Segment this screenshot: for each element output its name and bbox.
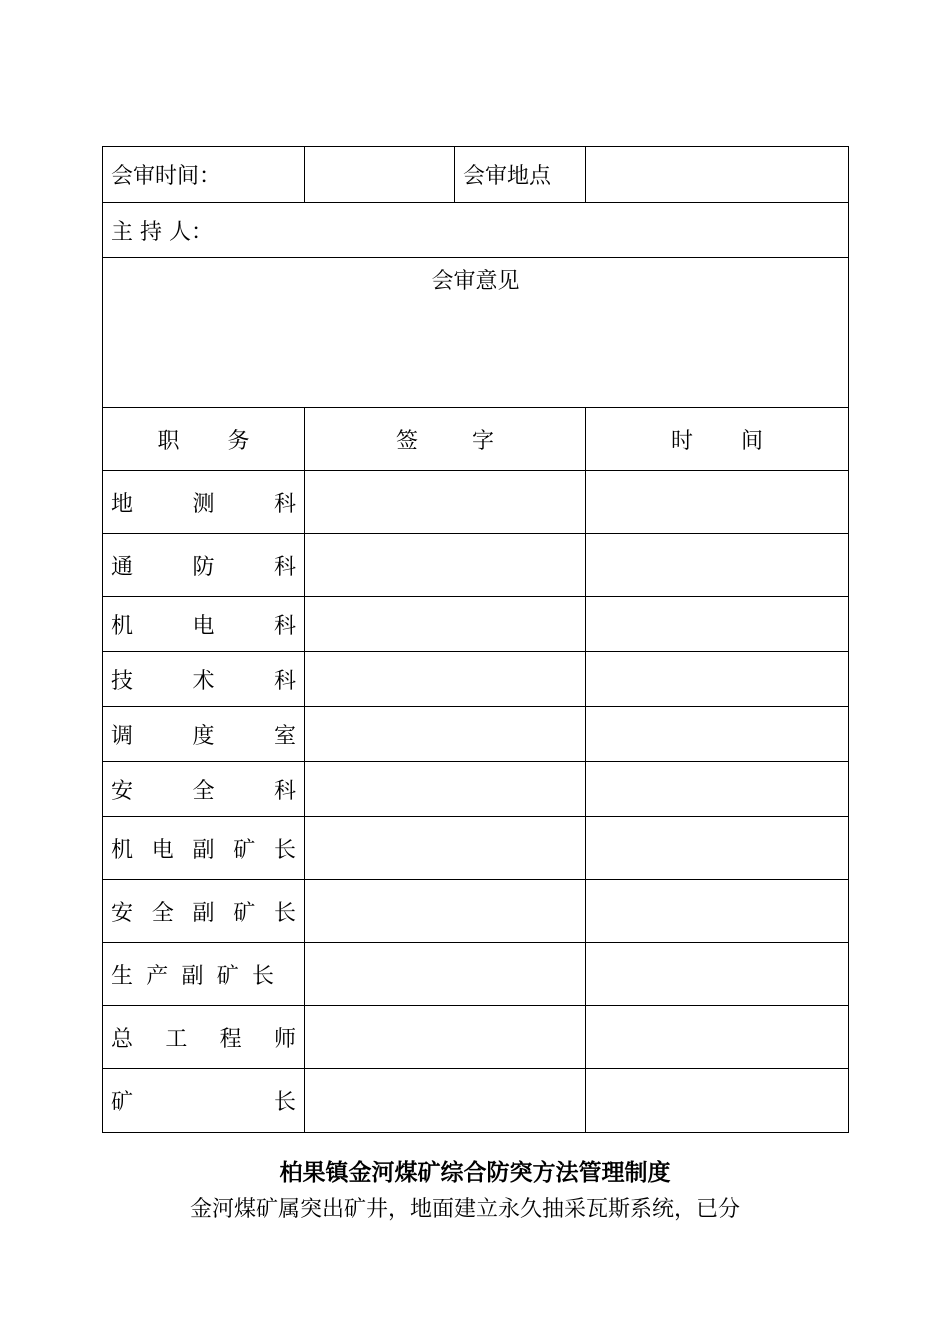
signature-field[interactable] [305, 707, 586, 762]
role-label [103, 652, 305, 707]
signature-field[interactable] [305, 597, 586, 652]
role-char: 通 [111, 554, 134, 580]
role-char: 全 [151, 900, 174, 926]
role-char: 机 [111, 837, 134, 863]
role-char: 术 [192, 668, 215, 694]
role-row [103, 597, 849, 652]
role-row [103, 880, 849, 943]
header-time: 时 间 [586, 408, 849, 471]
signature-field[interactable] [305, 943, 586, 1006]
role-row [103, 471, 849, 534]
role-row [103, 817, 849, 880]
time-field[interactable] [586, 597, 849, 652]
role-char: 矿 [233, 900, 256, 926]
signature-field[interactable] [305, 1069, 586, 1133]
time-field[interactable] [586, 534, 849, 597]
role-char: 科 [273, 778, 296, 804]
time-field[interactable] [586, 762, 849, 817]
time-field[interactable] [586, 817, 849, 880]
role-char: 安 [111, 900, 134, 926]
time-field[interactable] [586, 471, 849, 534]
role-label [103, 1069, 305, 1133]
role-row [103, 762, 849, 817]
role-char: 地 [111, 491, 134, 517]
role-char: 副 [192, 900, 215, 926]
time-field[interactable] [586, 1006, 849, 1069]
role-label [103, 943, 305, 1006]
review-form-table [102, 146, 849, 1133]
signature-field[interactable] [305, 534, 586, 597]
role-char: 工 [165, 1026, 188, 1052]
role-char: 电 [151, 837, 174, 863]
role-char: 科 [273, 554, 296, 580]
role-label [103, 817, 305, 880]
role-label [103, 762, 305, 817]
opinion-cell[interactable] [103, 258, 849, 408]
role-char: 测 [192, 491, 215, 517]
role-char: 师 [273, 1026, 296, 1052]
role-char: 矿 [111, 1090, 134, 1115]
role-row [103, 534, 849, 597]
role-char: 科 [273, 668, 296, 694]
review-place-label: 会审地点 [455, 147, 586, 203]
header-signature: 签 字 [305, 408, 586, 471]
review-time-label: 会审时间： [103, 147, 305, 203]
role-char: 副 [192, 837, 215, 863]
time-field[interactable] [586, 652, 849, 707]
review-info-row [103, 147, 849, 203]
host-row [103, 203, 849, 258]
role-char: 生 [111, 963, 134, 989]
role-char: 度 [192, 723, 215, 749]
role-label [103, 707, 305, 762]
role-label [103, 597, 305, 652]
role-char: 科 [273, 491, 296, 517]
role-row [103, 1069, 849, 1133]
signature-field[interactable] [305, 652, 586, 707]
role-char: 技 [111, 668, 134, 694]
role-row [103, 707, 849, 762]
opinion-row [103, 258, 849, 408]
role-char: 矿 [233, 837, 256, 863]
role-char: 全 [192, 778, 215, 804]
role-char: 长 [273, 1090, 296, 1115]
time-field[interactable] [586, 943, 849, 1006]
role-char: 总 [111, 1026, 134, 1052]
signature-field[interactable] [305, 880, 586, 943]
role-char: 产 [146, 963, 169, 989]
signature-field[interactable] [305, 1006, 586, 1069]
role-label [103, 1006, 305, 1069]
role-char: 机 [111, 613, 134, 639]
role-char: 调 [111, 723, 134, 749]
role-char: 长 [273, 837, 296, 863]
time-field[interactable] [586, 880, 849, 943]
role-row [103, 652, 849, 707]
role-char: 室 [273, 723, 296, 749]
role-char: 科 [273, 613, 296, 639]
role-row [103, 943, 849, 1006]
role-row [103, 1006, 849, 1069]
header-position: 职 务 [103, 408, 305, 471]
signature-field[interactable] [305, 762, 586, 817]
role-label [103, 471, 305, 534]
role-char: 长 [251, 963, 274, 989]
role-char: 防 [192, 554, 215, 580]
document-title: 柏果镇金河煤矿综合防突方法管理制度 [279, 1160, 671, 1186]
role-char: 副 [181, 963, 204, 989]
signature-field[interactable] [305, 817, 586, 880]
opinion-label: 会审意见 [431, 269, 520, 294]
role-label [103, 880, 305, 943]
role-label [103, 534, 305, 597]
review-time-field[interactable] [305, 147, 455, 203]
header-row [103, 408, 849, 471]
document-paragraph: 金河煤矿属突出矿井，地面建立永久抽采瓦斯系统，已分 [190, 1197, 741, 1222]
role-char: 矿 [216, 963, 239, 989]
role-char: 安 [111, 778, 134, 804]
signature-field[interactable] [305, 471, 586, 534]
role-rows [103, 471, 849, 1133]
review-place-field[interactable] [586, 147, 849, 203]
role-char: 电 [192, 613, 215, 639]
time-field[interactable] [586, 1069, 849, 1133]
role-char: 程 [219, 1026, 242, 1052]
host-label: 主 持 人： [103, 203, 849, 258]
time-field[interactable] [586, 707, 849, 762]
role-char: 长 [273, 900, 296, 926]
